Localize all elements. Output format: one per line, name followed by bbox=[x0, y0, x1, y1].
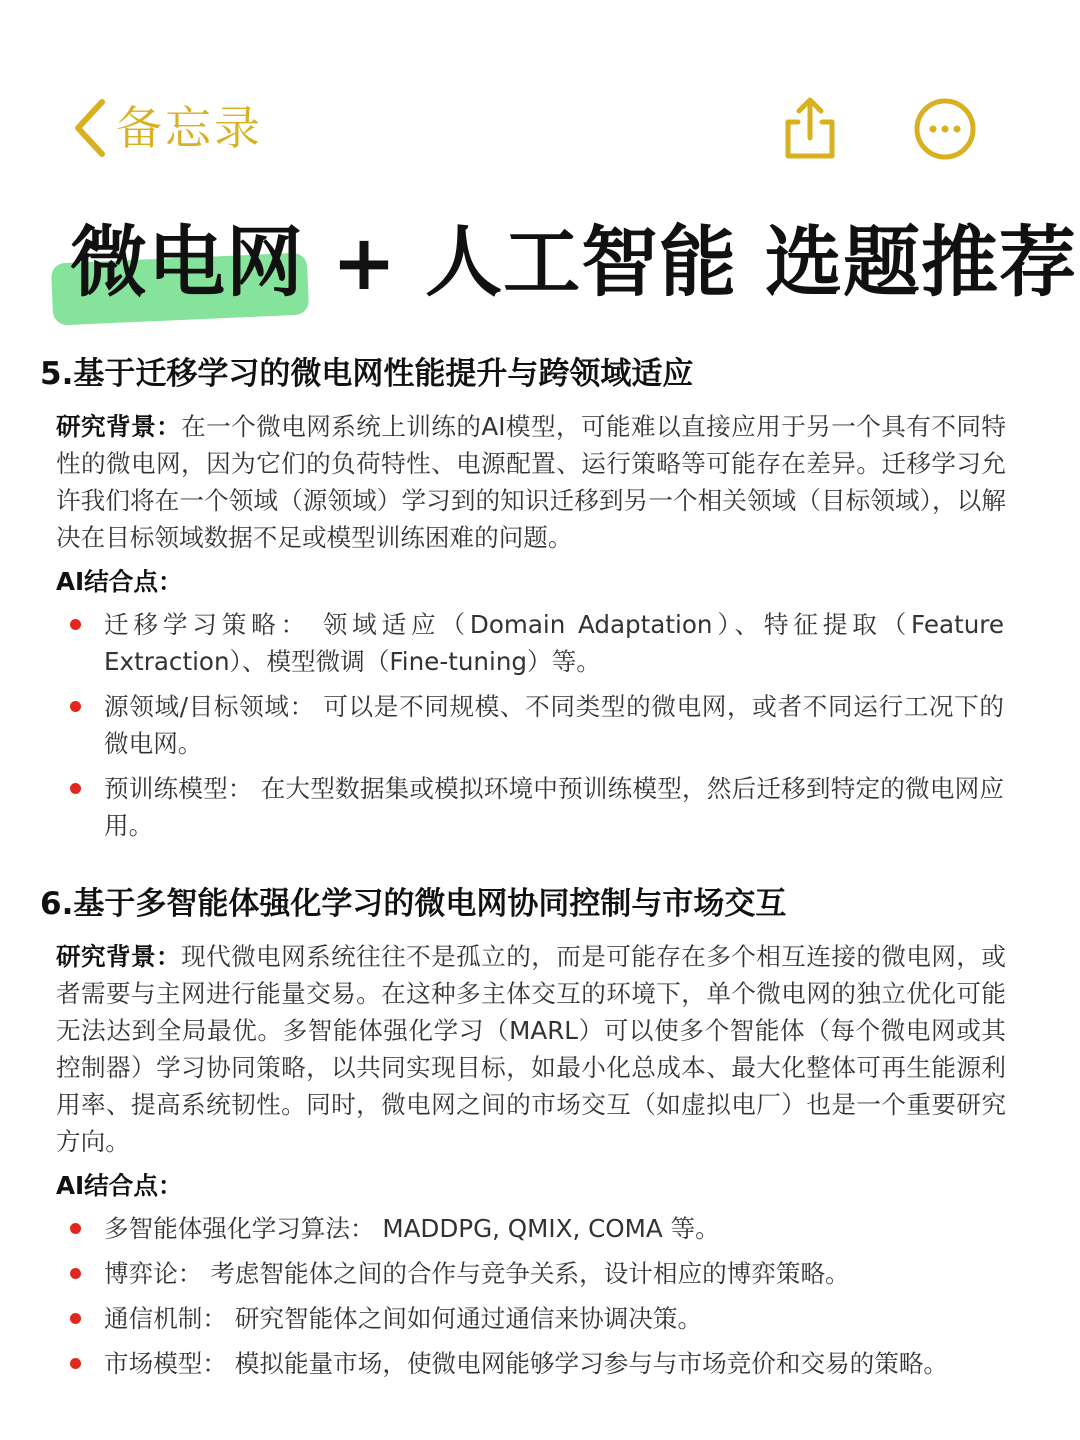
background-label: 研究背景： bbox=[56, 942, 182, 971]
topic-section-6 bbox=[40, 882, 1015, 1390]
bullet-icon bbox=[70, 1313, 81, 1324]
more-icon bbox=[912, 96, 978, 162]
background-text: 在一个微电网系统上训练的AI模型，可能难以直接应用于另一个具有不同特性的微电网，因为它们的负荷特性、电源配置、运行策略等可能存在差异。迁移学习允许我们将在一个领域（源领域）学习到的知识迁移到另一个相关领域（目标领域），以解决在目标领域数据不足或模型训练困难的问题。 bbox=[56, 412, 1006, 552]
section-heading: 6.基于多智能体强化学习的微电网协同控制与市场交互 bbox=[40, 886, 787, 922]
list-item bbox=[40, 1210, 1004, 1247]
background-label: 研究背景： bbox=[56, 412, 182, 441]
bullet-icon bbox=[70, 619, 81, 630]
ai-points-label: AI结合点： bbox=[56, 567, 183, 596]
research-background bbox=[56, 408, 1006, 556]
section-heading: 5.基于迁移学习的微电网性能提升与跨领域适应 bbox=[40, 356, 694, 392]
bullet-icon bbox=[70, 701, 81, 712]
ai-points-list bbox=[40, 1210, 1015, 1382]
list-item-text: 通信机制： 研究智能体之间如何通过通信来协调决策。 bbox=[104, 1304, 703, 1333]
title-block bbox=[52, 216, 1077, 316]
list-item bbox=[40, 1255, 1004, 1292]
list-item-text: 博弈论： 考虑智能体之间的合作与竞争关系，设计相应的博弈策略。 bbox=[104, 1259, 850, 1288]
list-item bbox=[40, 770, 1004, 844]
list-item-text: 源领域/目标领域： 可以是不同规模、不同类型的微电网，或者不同运行工况下的微电网。 bbox=[104, 692, 1004, 758]
bullet-icon bbox=[70, 783, 81, 794]
bullet-icon bbox=[70, 1223, 81, 1234]
ai-points-label: AI结合点： bbox=[56, 1171, 183, 1200]
list-item bbox=[40, 606, 1004, 680]
ai-points-list bbox=[40, 606, 1015, 844]
top-bar bbox=[0, 0, 1080, 180]
more-options-button[interactable] bbox=[912, 96, 978, 162]
bullet-icon bbox=[70, 1268, 81, 1279]
chevron-left-icon bbox=[70, 96, 110, 160]
list-item bbox=[40, 1345, 1004, 1382]
back-label: 备忘录 bbox=[116, 101, 263, 155]
topic-section-5 bbox=[40, 352, 1015, 852]
share-button[interactable] bbox=[778, 96, 842, 162]
list-item-text: 迁移学习策略： 领域适应（Domain Adaptation）、特征提取（Feature Extraction）、模型微调（Fine-tuning）等。 bbox=[104, 610, 1004, 676]
page-title: 微电网 + 人工智能 选题推荐 bbox=[70, 219, 1077, 308]
list-item-text: 市场模型： 模拟能量市场，使微电网能够学习参与与市场竞价和交易的策略。 bbox=[104, 1349, 949, 1378]
background-text: 现代微电网系统往往不是孤立的，而是可能存在多个相互连接的微电网，或者需要与主网进行能量交易。在这种多主体交互的环境下，单个微电网的独立优化可能无法达到全局最优。多智能体强化学习（MARL）可以使多个智能体（每个微电网或其控制器）学习协同策略，以共同实现目标，如最小化总成本、最大化整体可再生能源利用率、提高系统韧性。同时，微电网之间的市场交互（如虚拟电厂）也是一个重要研究方向。 bbox=[56, 942, 1006, 1156]
research-background bbox=[56, 938, 1006, 1160]
list-item bbox=[40, 1300, 1004, 1337]
share-icon bbox=[778, 96, 842, 162]
list-item bbox=[40, 688, 1004, 762]
list-item-text: 多智能体强化学习算法： MADDPG, QMIX, COMA 等。 bbox=[104, 1214, 720, 1243]
list-item-text: 预训练模型： 在大型数据集或模拟环境中预训练模型，然后迁移到特定的微电网应用。 bbox=[104, 774, 1004, 840]
back-button[interactable] bbox=[70, 96, 263, 160]
bullet-icon bbox=[70, 1358, 81, 1369]
